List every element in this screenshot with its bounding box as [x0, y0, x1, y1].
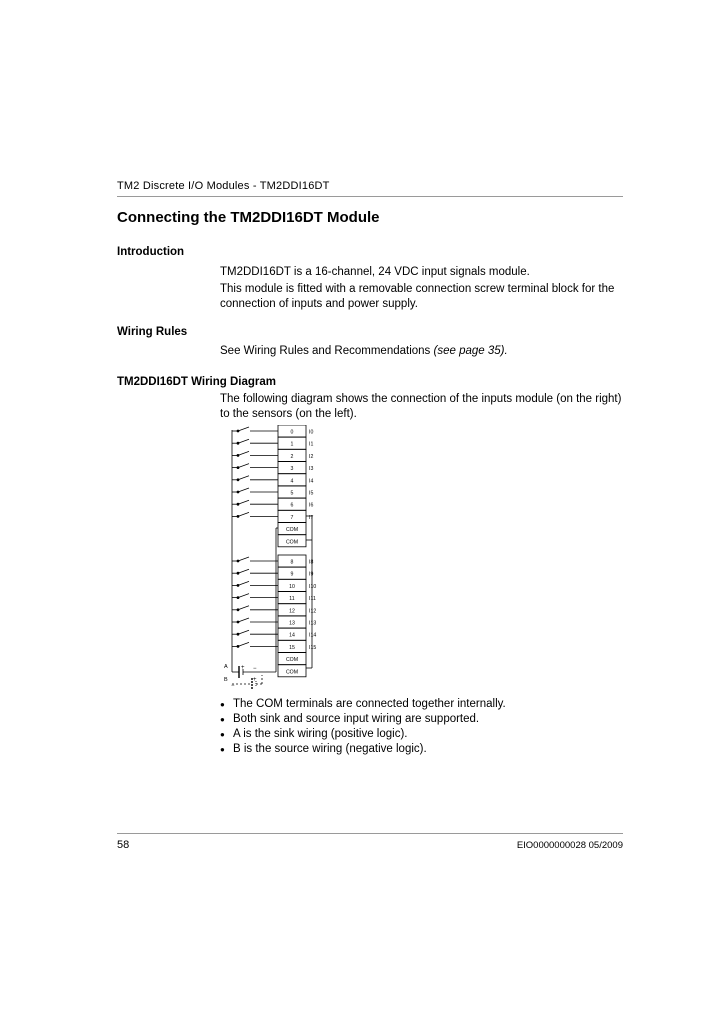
sensor-switch [238, 488, 249, 492]
terminal-label: 14 [289, 632, 295, 639]
label-a: A [224, 664, 228, 670]
terminal-label: 10 [289, 583, 295, 590]
terminal-label: 15 [289, 644, 295, 651]
battery-b-plus: + [253, 677, 257, 683]
terminal-label: 3 [290, 466, 294, 473]
input-label: I3 [309, 466, 314, 473]
input-label: I8 [309, 559, 314, 566]
terminal-label: 4 [290, 478, 294, 485]
see-page-link[interactable]: (see page 35). [433, 345, 508, 357]
sensor-switch [238, 500, 249, 504]
input-label: I6 [309, 502, 314, 509]
input-label: I4 [309, 478, 314, 485]
wiring-rules-text: See Wiring Rules and Recommendations [220, 345, 431, 357]
wiring-diagram-paragraph: The following diagram shows the connection of the inputs module (on the right) to the sensors (on the left). [220, 393, 622, 420]
battery-a-minus: − [253, 666, 257, 672]
terminal-label: 11 [289, 596, 295, 603]
sensor-switch [238, 439, 249, 443]
section-heading-introduction: Introduction [117, 246, 185, 258]
page-number: 58 [117, 839, 130, 851]
wiring-rules-paragraph [220, 344, 624, 359]
input-label: I12 [309, 608, 317, 615]
sensor-switch [238, 451, 249, 455]
terminal-label: COM [285, 539, 299, 546]
terminal-label: 9 [290, 571, 294, 578]
notes-list [220, 697, 624, 757]
footer-rule [117, 833, 623, 834]
terminal-label: COM [285, 527, 299, 534]
terminal-label: 12 [289, 608, 295, 615]
input-label: I14 [309, 632, 317, 639]
running-header: TM2 Discrete I/O Modules - TM2DDI16DT [117, 180, 330, 192]
input-label: I5 [309, 490, 314, 497]
sensor-switch [238, 594, 249, 598]
sensor-switch [238, 476, 249, 480]
input-label: I2 [309, 453, 314, 460]
terminal-label: 7 [290, 514, 294, 521]
terminal-label: COM [285, 669, 299, 676]
terminal-label: 13 [289, 620, 295, 627]
page-title: Connecting the TM2DDI16DT Module [117, 209, 380, 226]
input-label: I10 [309, 583, 317, 590]
sensor-switch [238, 464, 249, 468]
sensor-switch [238, 427, 249, 431]
section-heading-wiring-diagram: TM2DDI16DT Wiring Diagram [117, 376, 277, 388]
input-label: I1 [309, 441, 314, 448]
terminal-label: COM [285, 657, 299, 664]
sensor-switch [238, 606, 249, 610]
sensor-switch [238, 557, 249, 561]
sensor-switch [238, 512, 249, 516]
input-label: I15 [309, 644, 317, 651]
note-item: ● A is the sink wiring (positive logic). [220, 727, 624, 742]
battery-b-minus: − [231, 683, 235, 689]
note-item: ● The COM terminals are connected together internally. [220, 697, 624, 712]
input-label: I9 [309, 571, 314, 578]
note-item: ● Both sink and source input wiring are supported. [220, 712, 624, 727]
header-rule [117, 196, 623, 197]
terminal-label: 6 [290, 502, 294, 509]
terminal-label: 1 [290, 441, 294, 448]
terminal-label: 5 [290, 490, 294, 497]
terminal-label: 2 [290, 453, 294, 460]
input-label: I11 [309, 596, 316, 603]
terminal-label: 0 [290, 429, 294, 436]
sensor-switch [238, 569, 249, 573]
section-heading-wiring-rules: Wiring Rules [117, 326, 188, 338]
input-label: I7 [309, 514, 314, 521]
sensor-switch [238, 581, 249, 585]
sensor-switch [238, 618, 249, 622]
input-label: I0 [309, 429, 314, 436]
label-b: B [224, 677, 228, 683]
wiring-diagram [222, 425, 332, 691]
battery-a-plus: + [241, 665, 245, 671]
introduction-paragraph-2: This module is fitted with a removable connection screw terminal block for the connection of inputs and power supply. [220, 283, 615, 310]
note-item: ● B is the source wiring (negative logic). [220, 742, 624, 757]
document-reference: EIO0000000028 05/2009 [516, 840, 623, 851]
introduction-paragraph-1: TM2DDI16DT is a 16-channel, 24 VDC input signals module. [220, 266, 530, 278]
terminal-label: 8 [290, 559, 294, 566]
sensor-switch [238, 642, 249, 646]
input-label: I13 [309, 620, 317, 627]
sensor-switch [238, 630, 249, 634]
